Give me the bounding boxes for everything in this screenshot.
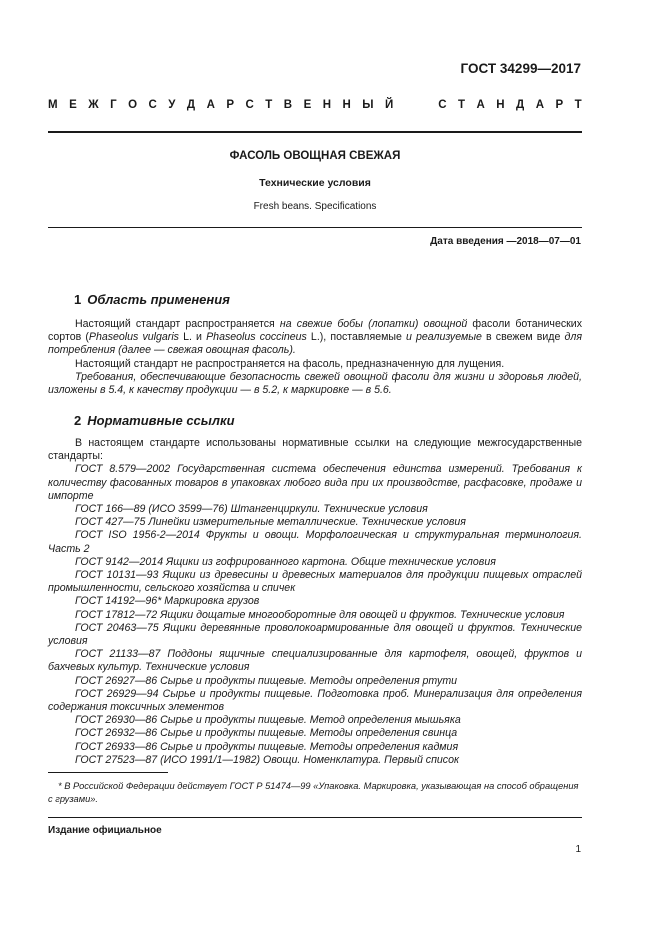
reference-item: ГОСТ 26932—86 Сырье и продукты пищевые. Методы определения свинца [75,727,458,740]
section-title: Область применения [87,292,230,307]
banner-letter: С [438,99,447,111]
paragraph: Настоящий стандарт распространяется на свежие бобы (лопатки) овощной фасоли ботанических сортов (Phaseolus vulgaris L. и Phaseolus coccineus L.), поставляемые и реализуемые в свежем виде для потребления (далее — свежая овощная фасоль). [48,318,583,357]
footnote-rule [48,772,168,773]
banner-letter: А [535,99,545,111]
banner-letter: Т [265,99,273,111]
title-rule [48,227,582,228]
banner-letter: Ы [362,99,374,111]
reference-item: ГОСТ 14192—96* Маркировка грузов [75,595,260,608]
section-2-heading [74,413,235,428]
reference-item: ГОСТ 10131—93 Ящики из древесины и древесных материалов для продукции пищевых отраслей промышленности, сельского хозяйства и спичек [48,569,582,595]
reference-item: ГОСТ 427—75 Линейки измерительные металлические. Технические условия [75,516,466,529]
reference-item: ГОСТ 26933—86 Сырье и продукты пищевые. Методы определения кадмия [75,740,459,753]
edition-label: Издание официальное [48,825,162,836]
banner-letter: О [128,99,138,111]
banner-letter: С [148,99,157,111]
banner-letter: Ж [88,99,99,111]
banner-letter: Е [303,99,312,111]
english-title: Fresh beans. Specifications [253,201,377,212]
introduction-date: Дата введения —2018—07—01 [430,236,581,247]
reference-item: ГОСТ 20463—75 Ящики деревянные проволокоармированные для овощей и фруктов. Технические условия [48,621,582,648]
banner-letter: Т [457,99,466,111]
reference-item: ГОСТ 27523—87 (ИСО 1991/1—1982) Овощи. Номенклатура. Первый список [75,753,460,766]
section-1-heading [74,292,230,307]
banner-letter: Н [322,99,332,111]
document-title: ФАСОЛЬ ОВОЩНАЯ СВЕЖАЯ [229,150,401,162]
reference-item: ГОСТ 21133—87 Поддоны ящичные специализированные для картофеля, овощей, фруктов и бахчевых культур. Технические условия [48,648,582,674]
paragraph: Настоящий стандарт не распространяется на фасоль, предназначенную для лущения. [75,357,505,370]
banner-letter: Д [516,99,525,111]
reference-item: ГОСТ ISO 1956-2—2014 Фрукты и овощи. Морфологическая и структуральная терминология. Часть 2 [48,529,582,555]
banner-letter: Г [110,99,117,111]
banner-letter: А [476,99,485,111]
section-1-body [48,318,582,397]
reference-item: ГОСТ 26929—94 Сырье и продукты пищевые. Подготовка проб. Минерализация для определения содержания токсичных элементов [48,687,582,714]
banner-letter: Й [385,99,394,111]
banner-letter: Н [342,99,351,111]
document-subtitle: Технические условия [259,177,371,189]
section-number: 2 [74,413,82,428]
interstate-standard-banner [48,99,582,111]
banner-letter: А [206,99,215,111]
banner-letter: М [48,99,58,111]
banner-letter: Т [574,99,582,111]
section-number: 1 [74,292,82,307]
banner-letter: С [245,99,254,111]
banner-letter: Р [555,99,564,111]
paragraph: Требования, обеспечивающие безопасность свежей овощной фасоли для жизни и здоровья людей, изложены в 5.4, к качеству продукции — в 5.2, к маркировке — в 5.6. [48,370,582,397]
banner-letter: Е [69,99,77,111]
page-number: 1 [575,844,581,855]
paragraph: В настоящем стандарте использованы нормативные ссылки на следующие межгосударственные стандарты: [48,437,582,463]
footnote: * В Российской Федерации действует ГОСТ Р 51474—99 «Упаковка. Маркировка, указывающая на способ обращения с грузами». [48,781,579,804]
banner-letter: Н [496,99,505,111]
banner-gap [405,99,427,111]
reference-item: ГОСТ 8.579—2002 Государственная система обеспечения единства измерений. Требования к количеству фасованных товаров в упаковках любого вида при их производстве, расфасовке, продаже и импорте [48,463,582,502]
banner-letter: Р [226,99,235,111]
banner-letter: Д [186,99,196,111]
section-2-body [48,437,582,767]
footer-rule [48,817,582,818]
section-title: Нормативные ссылки [87,413,235,428]
reference-item: ГОСТ 26927—86 Сырье и продукты пищевые. Методы определения ртути [75,674,458,687]
banner-letter: В [283,99,293,111]
reference-item: ГОСТ 9142—2014 Ящики из гофрированного картона. Общие технические условия [75,555,496,568]
reference-item: ГОСТ 17812—72 Ящики дощатые многооборотные для овощей и фруктов. Технические условия [75,608,565,621]
reference-item: ГОСТ 26930—86 Сырье и продукты пищевые. Метод определения мышьяка [75,714,461,727]
header-rule [48,131,582,133]
banner-letter: У [168,99,176,111]
document-code: ГОСТ 34299—2017 [460,61,581,76]
reference-item: ГОСТ 166—89 (ИСО 3599—76) Штангенциркули. Технические условия [75,503,428,516]
